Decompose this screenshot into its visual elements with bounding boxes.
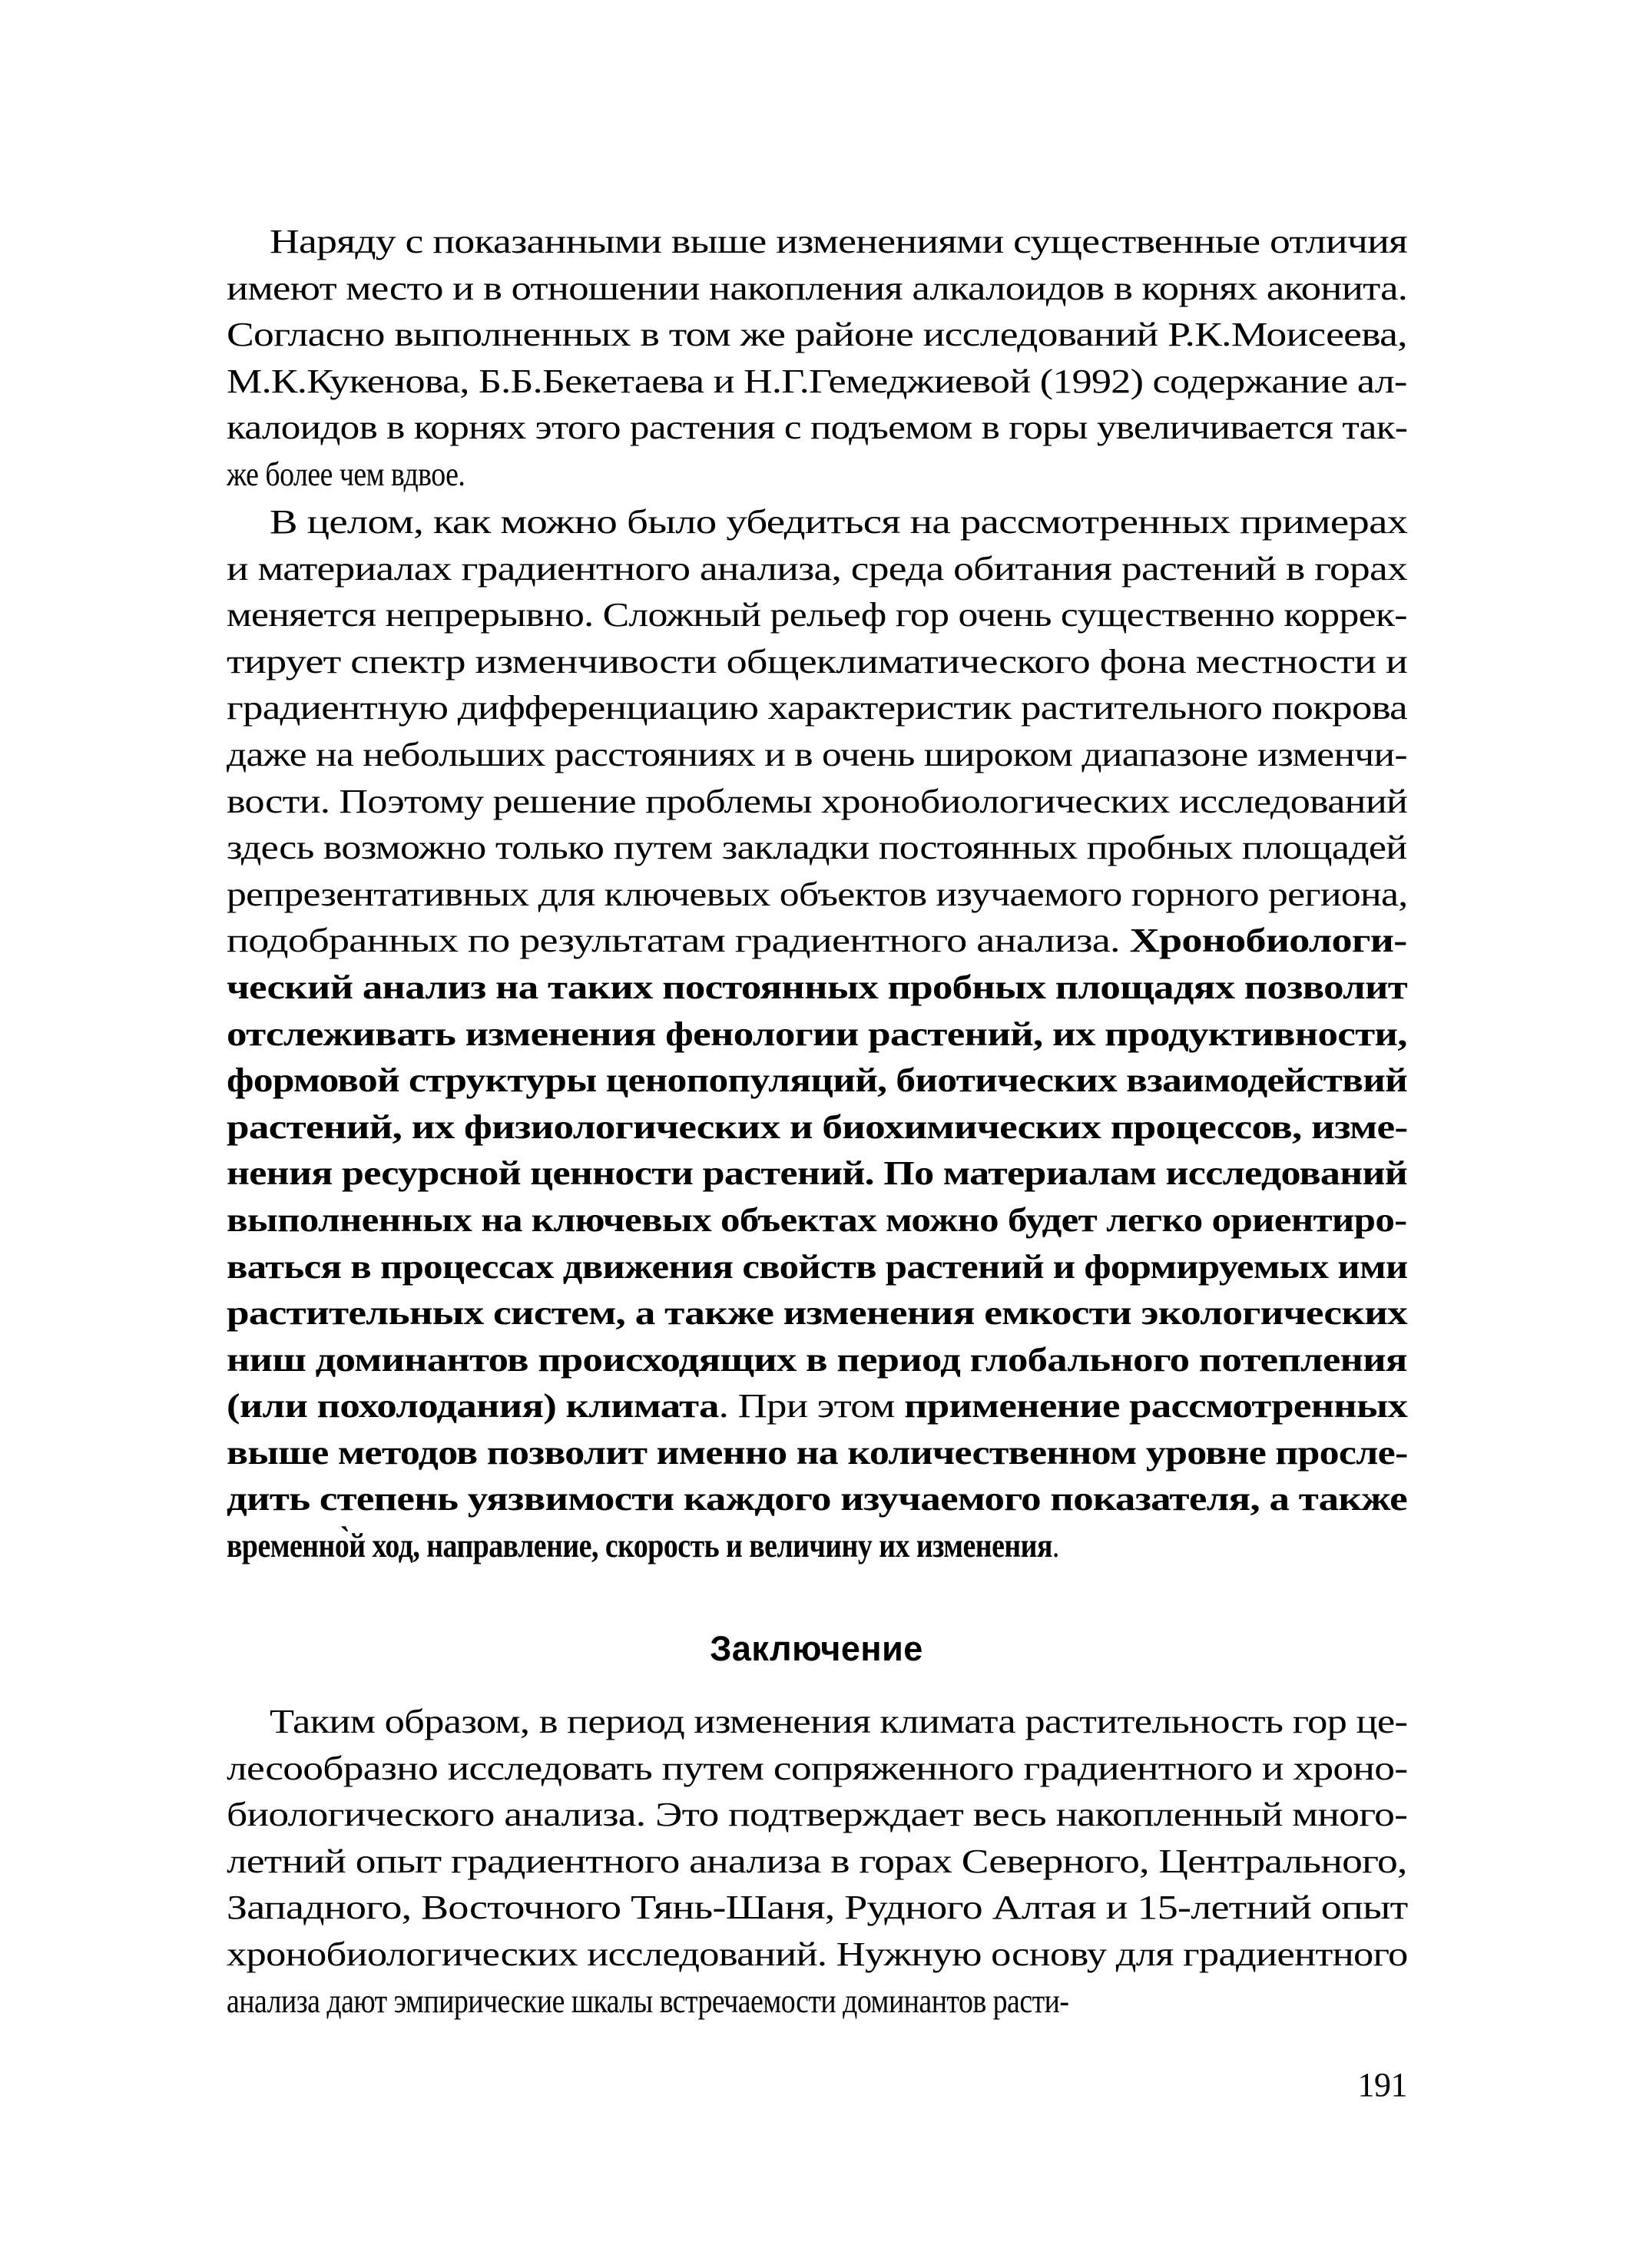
text-line [227,1792,1407,1839]
text-line [227,1932,1407,1978]
text-line-content [227,1792,1407,1839]
text-line [227,266,1407,313]
text-line [227,359,1407,406]
text-line-content [227,1244,1407,1291]
text-line-content [227,1932,1408,1978]
text-run: даже на небольших расстояниях и в очень широком диапазоне изменчи- [227,735,1407,773]
text-line [227,1058,1407,1104]
text-line [227,499,1407,546]
text-run: калоидов в корнях этого растения с подъемом в горы увеличивается так- [227,409,1408,447]
text-line-content [227,546,1407,593]
text-run: . [1052,1527,1059,1565]
text-line-content [227,639,1407,686]
text-run: Таким образом, в период изменения климата растительность гор це- [270,1703,1408,1740]
text-run: здесь возможно только путем закладки постоянных пробных площадей [227,829,1407,867]
text-line [227,1523,1407,1570]
bold-text-run: (или похолодания) климата [227,1387,719,1425]
text-line-content [227,1523,1059,1570]
text-line-content [270,499,1407,546]
text-line-content [227,1978,1068,2025]
bold-text-run: растительных систем, а также изменения емкости экологических [227,1294,1408,1333]
text-line-content [270,219,1407,266]
text-line [227,918,1407,965]
text-line-content [227,1011,1407,1058]
text-run: тирует спектр изменчивости общеклиматического фона местности и [227,642,1408,680]
text-line-content [227,1383,1407,1430]
text-line [227,405,1407,452]
text-line [227,452,1407,498]
bold-text-run: выполненных на ключевых объектах можно будет легко ориентиро- [227,1200,1407,1239]
text-line [227,779,1407,826]
text-line-content [270,1699,1407,1746]
text-line [227,1011,1407,1058]
paragraph-conclusion [227,1699,1407,2025]
text-run: вости. Поэтому решение проблемы хронобиологических исследований [227,782,1408,820]
text-line-content [227,1839,1407,1886]
text-line-content [227,1430,1408,1477]
bold-text-run: временно̀й ход, направление, скорость и величину их изменения [227,1527,1052,1565]
text-line [227,732,1407,779]
bold-text-run: ниш доминантов происходящих в период глобального потепления [227,1340,1407,1379]
text-run: имеют место и в отношении накопления алкалоидов в корнях аконита. [227,269,1408,307]
text-line [227,219,1407,266]
text-run: хронобиологических исследований. Нужную основу для градиентного [227,1935,1408,1973]
text-line [227,825,1407,872]
text-run: же более чем вдвое. [227,455,465,493]
bold-text-run: ваться в процессах движения свойств растений и формируемых ими [227,1247,1408,1286]
text-line-content [227,918,1407,965]
text-line [227,872,1407,919]
page-number: 191 [1357,2066,1407,2104]
bold-text-run: нения ресурсной ценности растений. По материалам исследований [227,1154,1408,1193]
bold-text-run: применение рассмотренных [904,1387,1408,1425]
text-line-content [227,779,1407,826]
text-line-content [227,1885,1408,1932]
text-line [227,1839,1407,1886]
text-line-content [227,1290,1407,1337]
text-line [227,1244,1407,1291]
text-line-content [227,965,1407,1011]
text-line-content [227,1746,1407,1793]
text-run: биологического анализа. Это подтверждает весь накопленный много- [227,1796,1408,1834]
text-line [227,1430,1407,1477]
text-run: . При этом [718,1387,905,1425]
text-line [227,1746,1407,1793]
text-line-content [227,1197,1406,1244]
text-run: меняется непрерывно. Сложный рельеф гор очень существенно коррек- [227,596,1407,634]
text-line-content [227,266,1407,313]
text-line-content [227,1337,1407,1384]
paragraph-aconite-alkaloids [227,219,1407,498]
section-heading-conclusion: Заключение [710,1629,923,1669]
text-line [227,1885,1407,1932]
bold-text-run: ческий анализ на таких постоянных пробных площадях позволит [227,968,1408,1006]
text-line [227,1337,1407,1384]
text-line [227,1151,1407,1197]
text-run: анализа дают эмпирические шкалы встречаемости доминантов расти- [227,1982,1069,2020]
text-line-content [227,592,1407,639]
text-line [227,965,1407,1011]
text-run: подобранных по результатам градиентного анализа. [227,922,1130,960]
text-run: летний опыт градиентного анализа в горах Северного, Центрального, [227,1842,1407,1880]
text-line [227,1383,1407,1430]
bold-text-run: дить степень уязвимости каждого изучаемого показателя, а также [227,1480,1407,1518]
bold-text-run: отслеживать изменения фенологии растений, их продуктивности, [227,1015,1407,1053]
text-line [227,1197,1407,1244]
text-line-content [227,452,465,498]
text-line [227,639,1407,686]
bold-text-run: выше методов позволит именно на количественном уровне просле- [227,1433,1408,1472]
bold-text-run: растений, их физиологических и биохимических процессов, изме- [227,1108,1408,1146]
text-line-content [227,1476,1407,1523]
text-line [227,685,1407,732]
text-run: В целом, как можно было убедиться на рассмотренных примерах [270,503,1408,541]
text-line-content [227,1104,1407,1151]
text-line [227,1978,1407,2025]
text-line [227,1699,1407,1746]
text-line-content [227,685,1407,732]
text-line-content [227,732,1407,779]
text-line [227,592,1407,639]
text-line [227,1290,1407,1337]
text-line-content [227,1151,1407,1197]
text-line [227,1476,1407,1523]
text-line [227,312,1407,359]
text-line-content [227,312,1407,359]
text-run: репрезентативных для ключевых объектов изучаемого горного региона, [227,875,1408,913]
bold-text-run: формовой структуры ценопопуляций, биотических взаимодействий [227,1061,1408,1100]
text-line-content [227,872,1407,919]
text-run: градиентную дифференциацию характеристик растительного покрова [227,689,1407,727]
bold-text-run: Хронобиологи- [1129,922,1407,960]
text-run: Западного, Восточного Тянь-Шаня, Рудного Алтая и 15-летний опыт [227,1889,1408,1927]
text-line-content [227,1058,1407,1104]
text-run: Наряду с показанными выше изменениями существенные отличия [270,223,1408,260]
text-line-content [227,405,1407,452]
text-run: и материалах градиентного анализа, среда обитания растений в горах [227,549,1407,588]
text-run: Согласно выполненных в том же районе исследований Р.К.Моисеева, [227,316,1407,354]
paragraph-gradient-analysis [227,499,1407,1570]
text-line-content [227,825,1406,872]
text-line [227,546,1407,593]
text-line [227,1104,1407,1151]
text-run: М.К.Кукенова, Б.Б.Бекетаева и Н.Г.Гемеджиевой (1992) содержание ал- [227,362,1407,400]
text-line-content [227,359,1407,406]
text-run: лесообразно исследовать путем сопряженного градиентного и хроно- [227,1749,1408,1787]
